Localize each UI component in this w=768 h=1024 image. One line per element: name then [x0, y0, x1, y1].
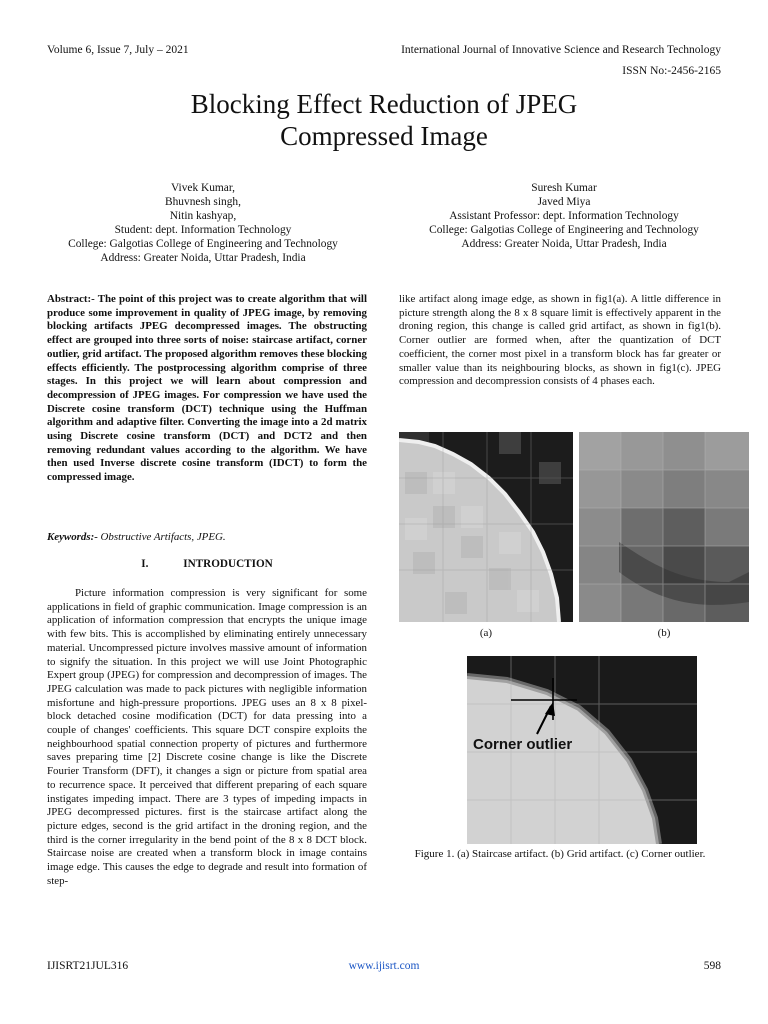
figure-b-image	[579, 432, 749, 622]
keywords-value: Obstructive Artifacts, JPEG.	[97, 531, 226, 543]
footer-website-link[interactable]: www.ijisrt.com	[348, 960, 420, 972]
body-paragraph: like artifact along image edge, as shown in fig1(a). A little difference in picture strength along the 8 x 8 square limit is effectively apparent in the droning region, this change is called grid artifact, as shown in fig1(b). Corner outlier are formed when, after the quantization of DCT coefficient, the corner most pixel in a transform block has far greater or smaller value than its neighbouring blocks, as shown in fig1(c). JPEG compression and decompression consists of 4 phases each.	[399, 293, 721, 388]
abstract	[47, 293, 367, 485]
footer-paper-id: IJISRT21JUL316	[47, 960, 129, 972]
author-line: College: Galgotias College of Engineering and Technology	[68, 238, 338, 250]
title-line-2: Compressed Image	[280, 121, 488, 151]
section-heading	[47, 558, 367, 570]
author-line: Address: Greater Noida, Uttar Pradesh, India	[461, 238, 667, 250]
journal-name: International Journal of Innovative Science and Research Technology	[401, 44, 721, 56]
abstract-label: Abstract	[47, 293, 88, 305]
corner-outlier-label: Corner outlier	[473, 736, 573, 753]
author-line: Nitin kashyap,	[169, 210, 237, 222]
author-line: Bhuvnesh singh,	[165, 196, 241, 208]
author-line: Assistant Professor: dept. Information Technology	[449, 210, 679, 222]
abstract-text: :- The point of this project was to create algorithm that will produce some improvement in quality of JPEG image, by removing blocking artifacts JPEG decompressed images. The obstructing effect are grouped into three sorts of noise: staircase artifact, corner outlier, grid artifact. The proposed algorithm removes these blocking effects efficiently. The postprocessing algorithm comprise of three stages. In this project we will learn about compression and decompression of JPEG images. For compression we have used the Discrete cosine transform (DCT) technique using the Huffman algorithm and adaptive filter. Converting the image into a 2d matrix using Discrete cosine transform (DCT) and DCT2 and then removing redundant values according to the algorithm. We have then used Inverse discrete cosine transform (IDCT) to form the compressed image.	[47, 293, 367, 484]
section-title: INTRODUCTION	[183, 558, 273, 570]
section-number: I.	[141, 558, 149, 570]
title-line-1: Blocking Effect Reduction of JPEG	[190, 89, 578, 119]
keywords	[47, 531, 367, 545]
issn: ISSN No:-2456-2165	[622, 65, 721, 77]
figure-b-label: (b)	[657, 627, 671, 639]
figure-a-label: (a)	[479, 627, 493, 639]
keywords-label: Keywords:-	[47, 531, 98, 543]
figure-c-image	[467, 656, 697, 844]
author-line: Suresh Kumar	[531, 182, 597, 194]
author-line: College: Galgotias College of Engineering and Technology	[429, 224, 699, 236]
authors-right	[398, 181, 730, 251]
figure-caption: Figure 1. (a) Staircase artifact. (b) Grid artifact. (c) Corner outlier.	[414, 848, 706, 860]
author-line: Vivek Kumar,	[170, 182, 236, 194]
volume-info: Volume 6, Issue 7, July – 2021	[47, 44, 189, 56]
author-line: Address: Greater Noida, Uttar Pradesh, India	[100, 252, 306, 264]
intro-paragraph: Picture information compression is very significant for some applications in field of graphic communication. Image compression is an application of information compression that encrypts the unique image with few bits. This is accomplished by eliminating entirely unnecessary material. Uncompressed picture involves massive amount of information to signify the situation. In this project we will use Joint Photographic Expert group (JPEG) for compression and decompression of images. The JPEG calculation was made to pack pictures with negligible information misfortune and high-pressure proportions. JPEG uses an 8 x 8 pixel-block detached cosine modification (DCT) for data pressing into a couple of changes' coefficients. This square DCT conspire exploits the neighbourhood spatial connection property of pictures and furthermore saves preparing time [2] Discrete cosine change is like the Discrete Fourier Transform (DFT), it changes a sign or picture from spatial area to recurrence space. It perceived that different preparing of each square instigates impeding impact. There are 3 types of impeding impacts in JPEG decompressed pictures. first is the staircase artifact along the picture edges, second is the grid artifact in the droning region, and the third is the corner irregularity in the bend point of the 8 x 8 DCT block. Staircase noise are created when a transform block in image contains image edge. This causes the edge to degrade and result into formation of step-	[47, 587, 367, 887]
authors-left	[40, 181, 366, 265]
author-line: Student: dept. Information Technology	[114, 224, 292, 236]
paper-title	[0, 88, 768, 152]
figure-a-image	[399, 432, 573, 622]
author-line: Javed Miya	[537, 196, 591, 208]
page-number: 598	[703, 960, 721, 972]
